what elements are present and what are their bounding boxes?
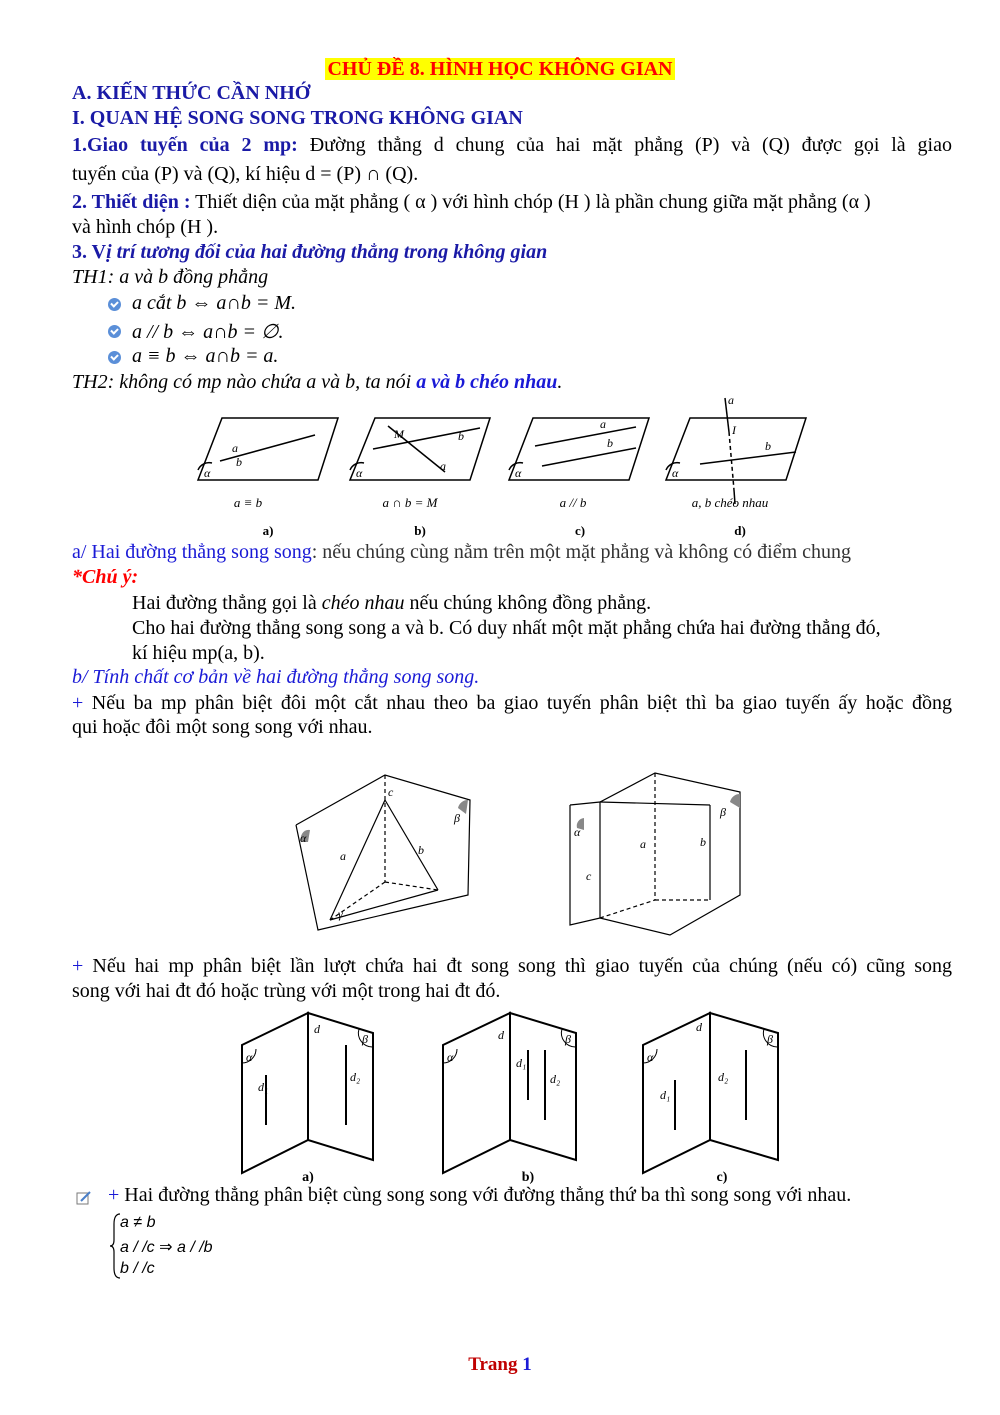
- svg-text:d₂: d₂: [550, 1072, 561, 1086]
- note-line2: Cho hai đường thẳng song song a và b. Có duy nhất một mặt phẳng chứa hai đường thẳng đó,: [132, 617, 881, 639]
- note-label: *Chú ý:: [72, 566, 139, 588]
- svg-text:d: d: [314, 1022, 320, 1036]
- svg-text:b: b: [765, 439, 771, 453]
- bullet-1: a cắt b ⇔ a∩b = M.: [132, 292, 297, 314]
- svg-text:d₁: d₁: [516, 1056, 527, 1070]
- svg-text:d₂: d₂: [718, 1070, 729, 1084]
- svg-text:I: I: [732, 423, 736, 437]
- def3-heading: 3. Vị trí tương đối của hai đường thẳng trong không gian: [72, 241, 548, 263]
- svg-text:c: c: [586, 869, 592, 883]
- system-line-1: a ≠ b: [120, 1214, 156, 1231]
- svg-text:α: α: [672, 466, 679, 480]
- check-icon: [108, 325, 121, 338]
- svg-text:β: β: [720, 805, 726, 819]
- section-i-heading: I. QUAN HỆ SONG SONG TRONG KHÔNG GIAN: [72, 107, 523, 129]
- svg-text:a: a: [440, 459, 446, 473]
- svg-text:a: a: [232, 441, 238, 455]
- figure-three-planes: [290, 770, 760, 945]
- fig1-label-c: c): [574, 523, 586, 538]
- prop2-line1: + Nếu hai mp phân biệt lần lượt chứa hai đt song song thì giao tuyến của chúng (nếu có) cũng song: [72, 955, 952, 977]
- check-icon: [108, 351, 121, 364]
- svg-text:d: d: [696, 1020, 702, 1034]
- th2-text: TH2: không có mp nào chứa a và b, ta nói a và b chéo nhau.: [72, 371, 563, 393]
- def2-line1: 2. Thiết diện : Thiết diện của mặt phẳng ( α ) với hình chóp (H ) là phần chung giữa mặt phẳng (α ): [72, 191, 871, 213]
- svg-text:a: a: [728, 393, 734, 407]
- fig1-label-b: b): [414, 523, 426, 538]
- system-line-3: b / /c: [120, 1260, 155, 1277]
- prop1-line1: + Nếu ba mp phân biệt đôi một cắt nhau theo ba giao tuyến phân biệt thì ba giao tuyến ấy hoặc đồng: [72, 692, 952, 714]
- svg-text:a: a: [600, 417, 606, 431]
- svg-text:b: b: [236, 455, 242, 469]
- svg-text:β: β: [454, 811, 460, 825]
- fig3-label-b: b): [521, 1170, 535, 1185]
- page-footer: Trang 1: [468, 1354, 532, 1375]
- svg-text:α: α: [574, 825, 581, 839]
- svg-text:α: α: [246, 1050, 253, 1064]
- page-number: 1: [522, 1354, 532, 1375]
- svg-text:α: α: [447, 1050, 454, 1064]
- prop1-line2: qui hoặc đôi một song song với nhau.: [72, 716, 373, 738]
- caption-parallel: a // b: [559, 495, 587, 510]
- svg-text:α: α: [300, 831, 307, 845]
- def2-line2: và hình chóp (H ).: [72, 216, 219, 238]
- def1-line1: 1.Giao tuyến của 2 mp: Đường thẳng d chung của hai mặt phẳng (P) và (Q) được gọi là giao: [72, 134, 952, 156]
- svg-text:α: α: [515, 466, 522, 480]
- parallel-def: a/ Hai đường thẳng song song: nếu chúng cùng nằm trên một mặt phẳng và không có điểm chung: [72, 541, 852, 563]
- svg-text:c: c: [388, 785, 394, 799]
- note-line1: Hai đường thẳng gọi là chéo nhau nếu chúng không đồng phẳng.: [132, 592, 652, 614]
- fig3-label-a: a): [302, 1170, 314, 1185]
- svg-text:d: d: [498, 1028, 504, 1042]
- svg-text:γ: γ: [338, 907, 343, 921]
- bullet-2: a // b ⇔ a∩b = ∅.: [132, 321, 284, 343]
- page-title: CHỦ ĐỀ 8. HÌNH HỌC KHÔNG GIAN: [327, 58, 673, 80]
- svg-text:b: b: [458, 429, 464, 443]
- fig1-label-d: d): [734, 523, 746, 538]
- th1-text: TH1: a và b đồng phẳng: [72, 266, 269, 288]
- bullet-3: a ≡ b ⇔ a∩b = a.: [132, 345, 279, 367]
- fig3-label-c: c): [716, 1170, 728, 1185]
- caption-coincide: a ≡ b: [233, 495, 263, 510]
- note-line3: kí hiệu mp(a, b).: [132, 642, 265, 664]
- svg-text:α: α: [647, 1050, 654, 1064]
- svg-text:β: β: [362, 1032, 368, 1046]
- svg-text:d₁: d₁: [258, 1080, 269, 1094]
- svg-text:a: a: [340, 849, 346, 863]
- svg-text:β: β: [767, 1032, 773, 1046]
- figure-line-positions: [190, 392, 830, 542]
- svg-text:d₂: d₂: [350, 1070, 361, 1084]
- check-icon: [108, 298, 121, 311]
- svg-text:b: b: [607, 436, 613, 450]
- svg-text:M: M: [394, 427, 404, 441]
- figure-two-planes: [238, 1005, 798, 1185]
- prop3-text: + Hai đường thẳng phân biệt cùng song song với đường thẳng thứ ba thì song song với nhau.: [108, 1184, 852, 1206]
- section-a-heading: A. KIẾN THỨC CẦN NHỚ: [72, 82, 311, 104]
- prop2-line2: song với hai đt đó hoặc trùng với một trong hai đt đó.: [72, 980, 501, 1002]
- svg-text:α: α: [356, 466, 363, 480]
- svg-text:α: α: [204, 466, 211, 480]
- svg-text:d₁: d₁: [660, 1088, 671, 1102]
- svg-text:a: a: [640, 837, 646, 851]
- system-line-2: a / /c ⇒ a / /b: [120, 1239, 213, 1256]
- edit-icon: [76, 1190, 92, 1206]
- svg-text:b: b: [418, 843, 424, 857]
- svg-text:b: b: [700, 835, 706, 849]
- caption-intersect: a ∩ b = M: [382, 495, 438, 510]
- svg-text:β: β: [565, 1032, 571, 1046]
- caption-skew: a, b chéo nhau: [691, 495, 769, 510]
- def1-line2: tuyến của (P) và (Q), kí hiệu d = (P) ∩ (Q).: [72, 163, 419, 185]
- property-b-heading: b/ Tính chất cơ bản về hai đường thẳng song song.: [72, 666, 480, 688]
- fig1-label-a: a): [262, 523, 274, 538]
